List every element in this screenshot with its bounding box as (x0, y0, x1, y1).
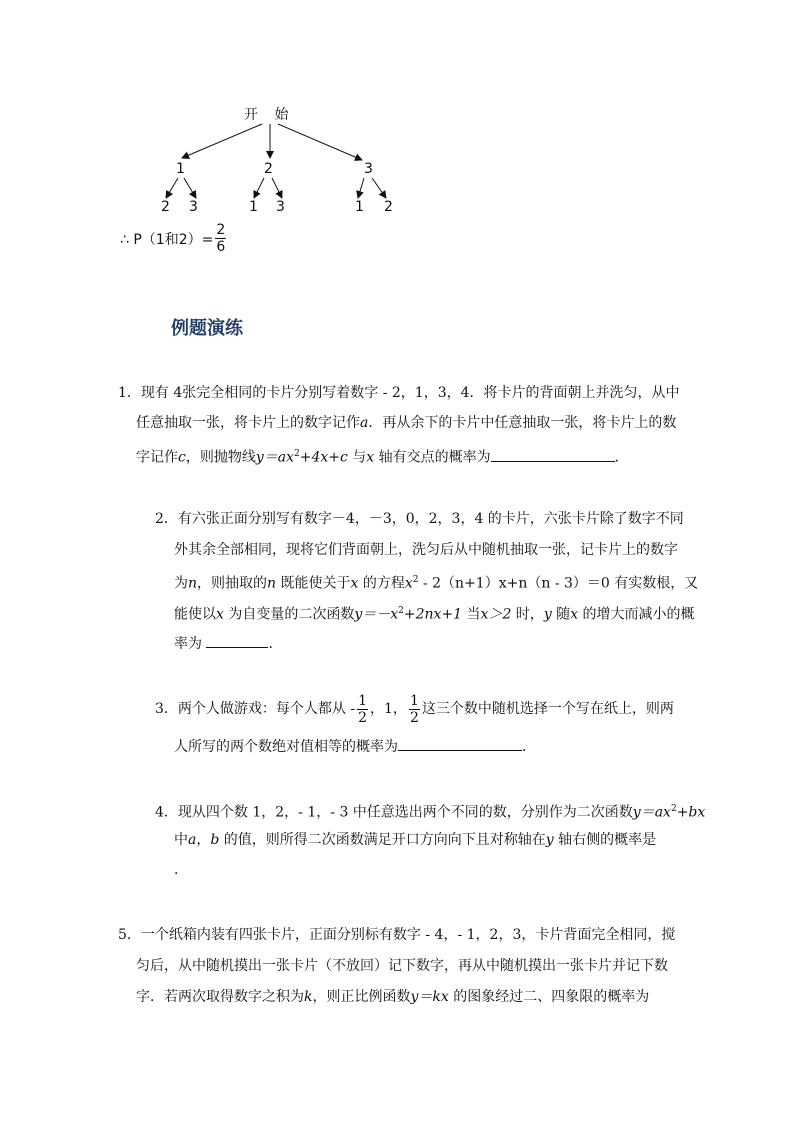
branch-root-3 (278, 124, 362, 160)
tree-leaf-2a: 1 (249, 199, 258, 215)
q3-line2-text-a: 人所写的两个数绝对值相等的概率为 (174, 739, 398, 755)
q5-line3 (136, 987, 649, 1007)
q2-line4-text-e: 随 (551, 606, 571, 623)
tree-leaf-3a: 1 (355, 199, 364, 215)
branch-3-2 (372, 178, 386, 198)
branch-2-3 (272, 178, 282, 198)
q1-line2-text-b: ．再从余下的卡片中任意抽取一张，将卡片上的数 (368, 415, 677, 431)
tree-node-1: 1 (176, 161, 185, 177)
q4-line1-text-a: 4．现从四个数 1，2，- 1，- 3 中任意选出两个不同的数，分别作为二次函数 (155, 804, 633, 821)
q3-fraction-1 (357, 693, 368, 726)
q2-function-exponent: 2 (398, 606, 404, 616)
q2-line5 (174, 633, 282, 654)
q2-line4-var-x2: x (570, 606, 579, 623)
q1-line2-text-a: 任意抽取一张，将卡片上的数字记作 (136, 415, 360, 431)
q5-line3-text-b: ，则正比例函数 (312, 989, 411, 1005)
q1-line3 (136, 444, 629, 468)
q1-equation: y＝ax (255, 449, 294, 466)
probability-statement (120, 222, 228, 255)
q2-line4-var-x: x (216, 606, 224, 623)
q1-var-c: c (178, 449, 186, 466)
q2-var-n2: n (267, 575, 277, 592)
q2-function-tail: +2nx+1 (403, 606, 463, 623)
q5-line1: 5．一个纸箱内装有四张卡片，正面分别标有数字 - 4，- 1，2，3，卡片背面完全相同，搅 (118, 927, 676, 943)
tree-root: 开 始 (244, 107, 295, 123)
section-title: 例题演练 (171, 318, 243, 339)
q1-exponent: 2 (294, 449, 300, 459)
q3-line1-text-a: 3．两个人做游戏：每个人都从 - (155, 701, 356, 717)
q2-exponent: 2 (412, 575, 419, 585)
q2-line5-end: ． (268, 636, 283, 652)
q2-function: y＝－x (354, 606, 399, 623)
q2-answer-blank[interactable] (206, 633, 268, 648)
q1-line2 (136, 413, 676, 433)
q4-line2-text-a: 中 (174, 832, 188, 848)
q4-line2-text-b: ， (196, 832, 211, 848)
q2-line3-text-c: 既能使关于 (276, 575, 351, 592)
q2-line4-text-b: 为自变量的二次函数 (223, 606, 355, 623)
q4-function-exponent: 2 (670, 804, 677, 814)
q2-line3-text-e: - 2（n+1）x+n（n - 3）＝0 有实数根，又 (418, 575, 699, 592)
q1-line1: 1．现有 4张完全相同的卡片分别写着数字 - 2，1，3，4．将卡片的背面朝上并洗匀，从中 (118, 385, 680, 401)
tree-node-2: 2 (264, 161, 273, 177)
tree-leaf-1a: 2 (161, 199, 170, 215)
q4-line2 (174, 830, 656, 850)
q1-line3-end: ． (614, 449, 629, 466)
q5-function: y＝kx (410, 989, 449, 1005)
q5-var-k: k (304, 989, 313, 1005)
q3-fraction-2 (409, 693, 420, 726)
q3-fraction-2-denominator: 2 (409, 709, 419, 726)
branch-2-1 (254, 178, 264, 198)
q1-var-a: a (360, 415, 369, 431)
q4-line3: ． (174, 862, 188, 878)
q4-line1 (155, 799, 705, 823)
tree-node-3: 3 (364, 161, 373, 177)
q1-var-x: x (366, 449, 375, 466)
q2-var-n: n (188, 575, 198, 592)
tree-leaf-2b: 3 (276, 199, 285, 215)
q3-fraction-2-numerator: 1 (409, 692, 419, 709)
q4-var-a: a (188, 832, 197, 848)
q2-line4-text-a: 能使以 (174, 606, 216, 623)
q2-line4-text-d: 时， (511, 606, 544, 623)
q1-line3-text-b: ，则抛物线 (185, 449, 256, 466)
branch-root-1 (182, 124, 262, 158)
q3-line1-text-b: ，1， (370, 701, 407, 717)
tree-leaf-3b: 2 (384, 199, 393, 215)
q2-line3-text-d: 的方程 (358, 575, 405, 592)
q2-line4-text-c: 当 (462, 606, 481, 623)
q4-line2-text-c: 的值，则所得二次函数满足开口方向向下且对称轴在 (219, 832, 546, 848)
q2-line3 (174, 570, 698, 594)
q2-line1: 2．有六张正面分别写有数字－4，－3，0，2，3，4 的卡片，六张卡片除了数字不同 (155, 511, 684, 527)
q2-line3-text-b: ，则抽取的 (197, 575, 268, 592)
q3-line1 (155, 689, 674, 729)
q3-fraction-1-denominator: 2 (358, 709, 368, 726)
branch-1-2 (166, 178, 178, 198)
probability-prefix: ∴ P（1和2）= (120, 231, 214, 248)
q2-line4-text-f: 的增大而减小的概 (578, 606, 695, 623)
q4-var-b: b (210, 832, 220, 848)
q5-line3-text-c: 的图象经过二、四象限的概率为 (448, 989, 650, 1005)
probability-denominator: 6 (216, 239, 226, 255)
q3-line2-end: ． (522, 739, 536, 755)
q5-line2: 匀后，从中随机摸出一张卡片（不放回）记下数字，再从中随机摸出一张卡片并记下数 (136, 958, 668, 974)
q2-var-x: x (350, 575, 359, 592)
q3-fraction-1-numerator: 1 (358, 692, 368, 709)
q2-equation: x (404, 575, 413, 592)
q1-answer-blank[interactable] (491, 447, 615, 462)
q4-function: y＝ax (632, 804, 671, 821)
q1-line3-text-c: 与 (347, 449, 367, 466)
q1-line3-text-a: 字记作 (136, 449, 178, 466)
branch-3-1 (358, 178, 364, 198)
q2-line3-text-a: 为 (174, 575, 188, 592)
q2-var-y: y (543, 606, 552, 623)
probability-fraction (215, 222, 226, 255)
q4-line2-text-d: 轴右侧的概率是 (553, 832, 657, 848)
q3-line2 (174, 736, 536, 757)
q2-line4 (174, 601, 695, 625)
q5-line3-text-a: 字．若两次取得数字之积为 (136, 989, 304, 1005)
q3-answer-blank[interactable] (398, 736, 522, 751)
q1-equation-tail: +4x+c (299, 449, 348, 466)
q4-function-tail: +bx (676, 804, 706, 821)
branch-1-3 (184, 178, 196, 198)
probability-numerator: 2 (216, 222, 226, 238)
q4-var-y: y (545, 832, 554, 848)
tree-leaf-1b: 3 (189, 199, 198, 215)
q1-line3-text-d: 轴有交点的概率为 (374, 449, 491, 466)
q2-condition: x＞2 (480, 606, 512, 623)
q2-line2: 外其余全部相同，现将它们背面朝上，洗匀后从中随机抽取一张，记卡片上的数字 (174, 542, 678, 558)
q3-line1-text-c: 这三个数中随机选择一个写在纸上，则两 (421, 701, 674, 717)
q2-line5-text-a: 率为 (174, 636, 202, 652)
